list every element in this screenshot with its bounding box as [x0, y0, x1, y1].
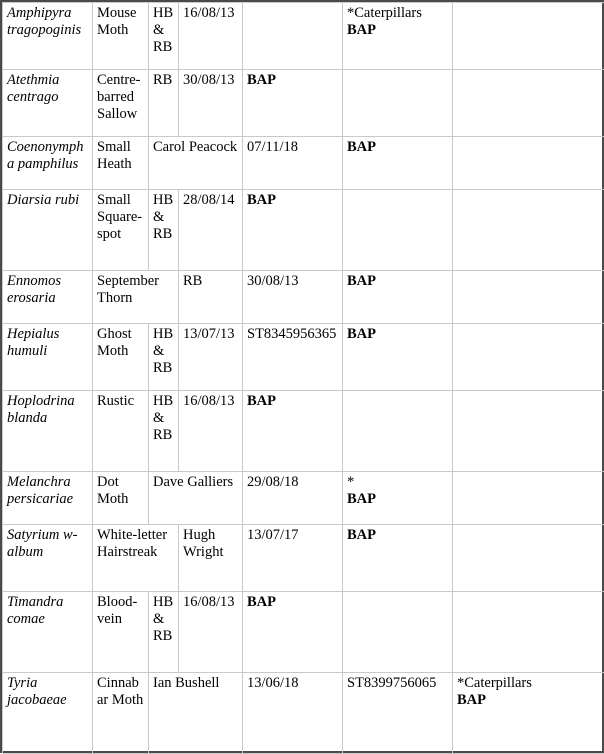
bap-badge: BAP: [347, 22, 376, 38]
record-note: [343, 271, 453, 324]
table-row: [3, 271, 604, 324]
record-date: 13/06/18: [243, 673, 343, 754]
recorder: Dave Galliers: [149, 472, 243, 525]
empty-cell: [453, 391, 604, 472]
table-row: [3, 190, 604, 271]
record-date: 13/07/13: [179, 324, 243, 391]
species-name: Ennomos erosaria: [3, 271, 93, 324]
species-records-table: [2, 2, 604, 754]
note-text: *Caterpillars: [457, 675, 602, 692]
species-name: Timandra comae: [3, 592, 93, 673]
table-row: [3, 525, 604, 592]
record-note: [343, 525, 453, 592]
grid-reference: ST8399756065: [343, 673, 453, 754]
table-row: [3, 137, 604, 190]
record-date: 29/08/18: [243, 472, 343, 525]
bap-badge: BAP: [347, 139, 376, 155]
record-date: 30/08/13: [179, 70, 243, 137]
common-name: Dot Moth: [93, 472, 149, 525]
common-name: Small Square-spot: [93, 190, 149, 271]
bap-badge: BAP: [347, 273, 376, 289]
species-name: Coenonympha pamphilus: [3, 137, 93, 190]
record-date: 16/08/13: [179, 3, 243, 70]
empty-cell: [453, 271, 604, 324]
recorder: Hugh Wright: [179, 525, 243, 592]
recorder: HB & RB: [149, 592, 179, 673]
empty-cell: [453, 137, 604, 190]
grid-reference: [243, 70, 343, 137]
note-text: *Caterpillars: [347, 5, 448, 22]
common-name: September Thorn: [93, 271, 179, 324]
bap-badge: BAP: [247, 594, 276, 610]
table-row: [3, 324, 604, 391]
species-name: Hoplodrina blanda: [3, 391, 93, 472]
species-name: Melanchra persicariae: [3, 472, 93, 525]
species-name: Tyria jacobaeae: [3, 673, 93, 754]
record-date: 28/08/14: [179, 190, 243, 271]
empty-cell: [453, 3, 604, 70]
grid-reference: [243, 190, 343, 271]
bap-badge: BAP: [247, 393, 276, 409]
bap-badge: BAP: [457, 692, 486, 708]
grid-reference: [243, 3, 343, 70]
note-text: *: [347, 474, 448, 491]
grid-reference: [243, 391, 343, 472]
record-note: [343, 190, 453, 271]
common-name: Small Heath: [93, 137, 149, 190]
table-row: [3, 391, 604, 472]
record-note: [343, 592, 453, 673]
table-row: [3, 3, 604, 70]
common-name: Ghost Moth: [93, 324, 149, 391]
record-note: [343, 324, 453, 391]
recorder: HB & RB: [149, 324, 179, 391]
empty-cell: [453, 324, 604, 391]
recorder: RB: [149, 70, 179, 137]
grid-reference: [243, 592, 343, 673]
recorder: Ian Bushell: [149, 673, 243, 754]
recorder: HB & RB: [149, 190, 179, 271]
recorder: RB: [179, 271, 243, 324]
common-name: Centre-barred Sallow: [93, 70, 149, 137]
table-row: [3, 592, 604, 673]
bap-badge: BAP: [247, 72, 276, 88]
recorder: HB & RB: [149, 391, 179, 472]
empty-cell: [453, 592, 604, 673]
record-note: [453, 673, 604, 754]
common-name: White-letter Hairstreak: [93, 525, 179, 592]
table-row: [3, 472, 604, 525]
species-name: Amphipyra tragopoginis: [3, 3, 93, 70]
common-name: Rustic: [93, 391, 149, 472]
empty-cell: [453, 525, 604, 592]
bap-badge: BAP: [347, 326, 376, 342]
record-note: [343, 137, 453, 190]
table-row: [3, 673, 604, 754]
record-note: [343, 472, 453, 525]
species-name: Satyrium w-album: [3, 525, 93, 592]
species-name: Diarsia rubi: [3, 190, 93, 271]
bap-badge: BAP: [347, 527, 376, 543]
table-row: [3, 70, 604, 137]
species-name: Hepialus humuli: [3, 324, 93, 391]
record-date: 13/07/17: [243, 525, 343, 592]
record-date: 30/08/13: [243, 271, 343, 324]
record-date: 07/11/18: [243, 137, 343, 190]
record-note: [343, 391, 453, 472]
record-date: 16/08/13: [179, 391, 243, 472]
common-name: Cinnabar Moth: [93, 673, 149, 754]
empty-cell: [453, 190, 604, 271]
species-name: Atethmia centrago: [3, 70, 93, 137]
bap-badge: BAP: [347, 491, 376, 507]
common-name: Mouse Moth: [93, 3, 149, 70]
recorder: HB & RB: [149, 3, 179, 70]
recorder: Carol Peacock: [149, 137, 243, 190]
empty-cell: [453, 472, 604, 525]
record-note: [343, 70, 453, 137]
grid-reference: ST8345956365: [243, 324, 343, 391]
empty-cell: [453, 70, 604, 137]
record-date: 16/08/13: [179, 592, 243, 673]
bap-badge: BAP: [247, 192, 276, 208]
common-name: Blood-vein: [93, 592, 149, 673]
record-note: [343, 3, 453, 70]
